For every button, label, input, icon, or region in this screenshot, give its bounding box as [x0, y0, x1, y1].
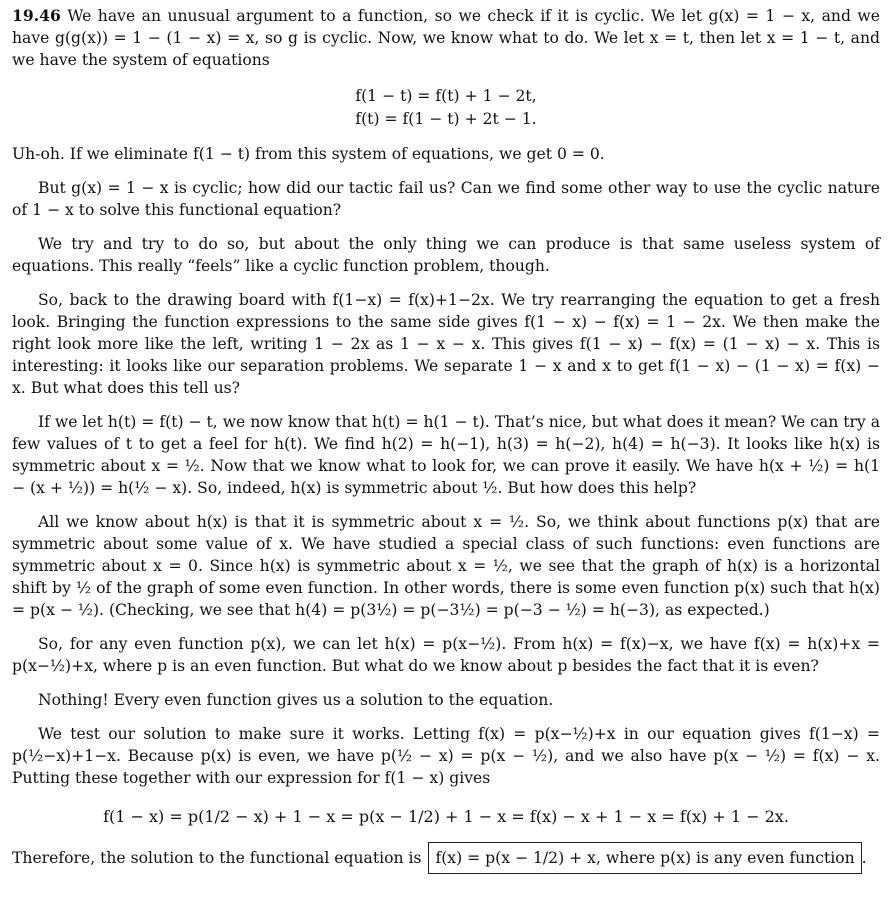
paragraph: We try and try to do so, but about the only thing we can produce is that same useless system of equations. This really “feels” like a cyclic function problem, though.	[12, 235, 880, 275]
boxed-answer: f(x) = p(x − 1/2) + x, where p(x) is any even function	[428, 842, 861, 874]
paragraph: Uh-oh. If we eliminate f(1 − t) from this system of equations, we get 0 = 0.	[12, 145, 605, 163]
paragraph: If we let h(t) = f(t) − t, we now know that h(t) = h(1 − t). That’s nice, but what does it mean? We can try a few values of t to get a feel for h(t). We find h(2) = h(−1), h(3) = h(−2), h(4) = h(−3). It looks like h(x) is symmetric about x = ½. Now that we know what to look for, we can prove it easily. We have h(x + ½) = h(1 − (x + ½)) = h(½ − x). So, indeed, h(x) is symmetric about ½. But how does this help?	[12, 413, 880, 497]
document-page	[12, 0, 880, 874]
paragraph-text: We have an unusual argument to a function, so we check if it is cyclic. We let g(x) = 1 − x, and we have g(g(x)) = 1 − (1 − x) = x, so g is cyclic. Now, we know what to do. We let x = t, then let x = 1 − t, and we have the system of equations	[12, 7, 880, 69]
paragraph: All we know about h(x) is that it is symmetric about x = ½. So, we think about functions p(x) that are symmetric about some value of x. We have studied a special class of such functions: even functions are symmetric about x = 0. Since h(x) is symmetric about x = ½, we see that the graph of h(x) is a horizontal shift by ½ of the graph of some even function. In other words, there is some even function p(x) such that h(x) = p(x − ½). (Checking, we see that h(4) = p(3½) = p(−3½) = p(−3 − ½) = h(−3), as expected.)	[12, 513, 880, 619]
paragraph: So, back to the drawing board with f(1−x) = f(x)+1−2x. We try rearranging the equation to get a fresh look. Bringing the function expressions to the same side gives f(1 − x) − f(x) = 1 − 2x. We then make the right look more like the left, writing 1 − 2x as 1 − x − x. This gives f(1 − x) − f(x) = (1 − x) − x. This is interesting: it looks like our separation problems. We separate 1 − x and x to get f(1 − x) − (1 − x) = f(x) − x. But what does this tell us?	[12, 291, 880, 397]
paragraph: Nothing! Every even function gives us a solution to the equation.	[38, 691, 554, 709]
system-equation-1: f(1 − t) = f(t) + 1 − 2t,	[355, 87, 537, 105]
paragraph: So, for any even function p(x), we can let h(x) = p(x−½). From h(x) = f(x)−x, we have f(x) = h(x)+x = p(x−½)+x, where p is an even function. But what do we know about p besides the fact that it is even?	[12, 635, 880, 675]
display-equation: f(1 − x) = p(1/2 − x) + 1 − x = p(x − 1/2) + 1 − x = f(x) − x + 1 − x = f(x) + 1 − 2x.	[103, 807, 789, 826]
conclusion	[12, 842, 880, 874]
paragraph: We test our solution to make sure it works. Letting f(x) = p(x−½)+x in our equation gives f(1−x) = p(½−x)+1−x. Because p(x) is even, we have p(½ − x) = p(x − ½), and we also have p(x − ½) = f(x) − x. Putting these together with our expression for f(1 − x) gives	[12, 725, 880, 787]
conclusion-period: .	[861, 849, 867, 867]
system-equation-2: f(t) = f(1 − t) + 2t − 1.	[355, 110, 537, 128]
equation-system	[12, 85, 880, 131]
problem-number: 19.46	[12, 6, 61, 25]
paragraph: But g(x) = 1 − x is cyclic; how did our tactic fail us? Can we find some other way to use the cyclic nature of 1 − x to solve this functional equation?	[12, 179, 880, 219]
conclusion-lead: Therefore, the solution to the functional equation is	[12, 849, 422, 867]
paragraph-intro	[12, 5, 880, 71]
